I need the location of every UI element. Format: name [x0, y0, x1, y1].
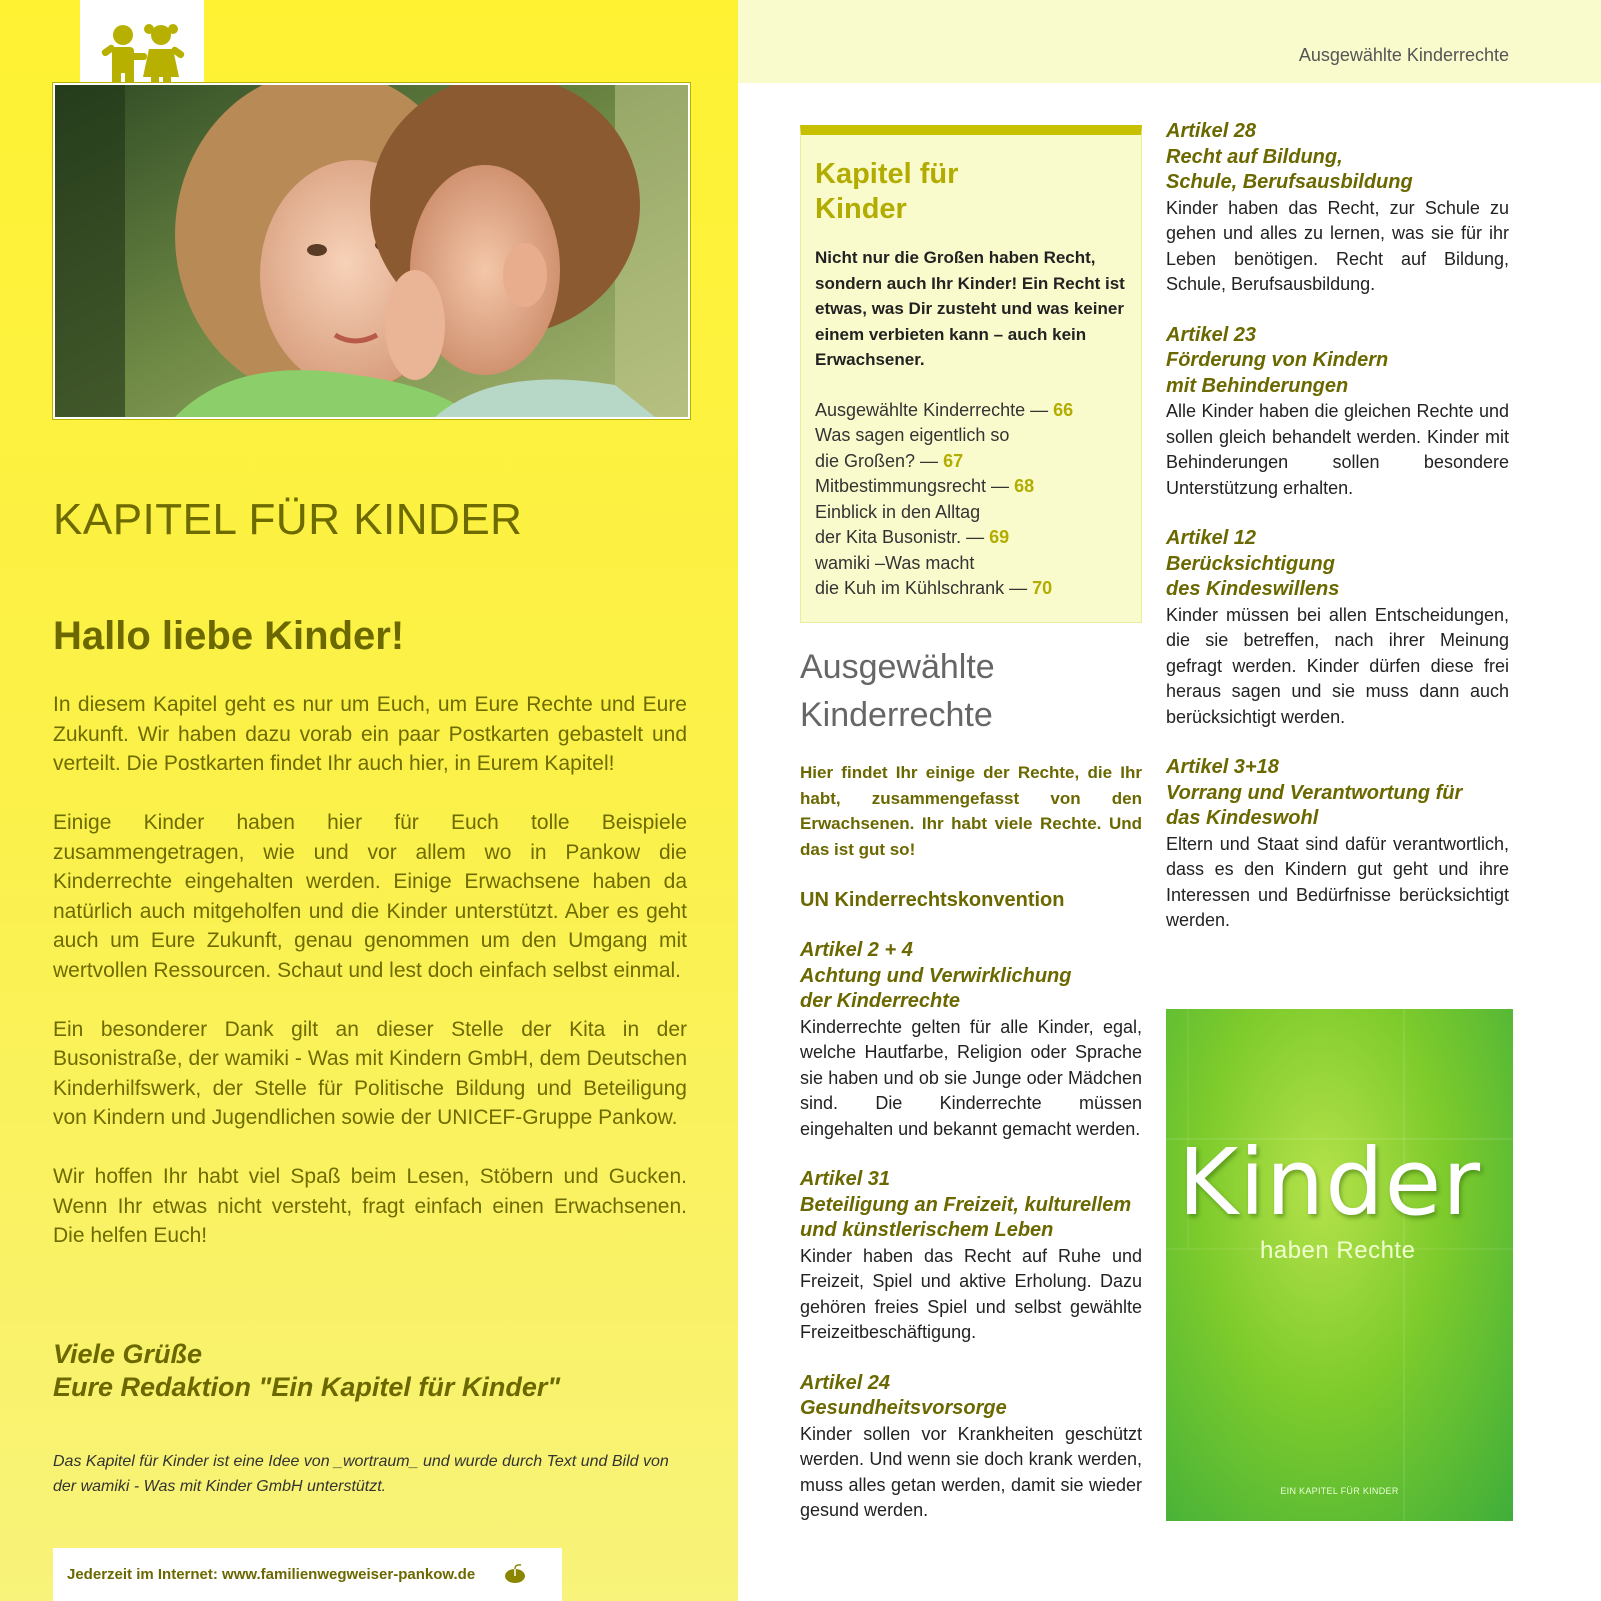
article-block	[1166, 119, 1509, 298]
article-title	[800, 1371, 1142, 1422]
article-block	[800, 1371, 1142, 1524]
cover-title: Kinder	[1178, 1129, 1482, 1236]
footer-website-link[interactable]: Jederzeit im Internet: www.familienwegweiser-pankow.de	[67, 1566, 476, 1583]
article-body: Kinderrechte gelten für alle Kinder, egal, welche Hautfarbe, Religion oder Sprache sie haben und ob sie Junge oder Mädchen sind. Die Kinderrechte müssen eingehalten und bekannt gemacht werden.	[800, 1016, 1142, 1139]
table-of-contents	[815, 398, 1127, 602]
toc-page-number: 67	[943, 450, 964, 471]
cover-guide-lines	[1166, 1009, 1513, 1521]
toc-page-number: 70	[1032, 578, 1053, 598]
article-title-line: Förderung von Kindern	[1166, 349, 1389, 371]
chapter-box-lead: Nicht nur die Großen haben Recht, sondern auch Ihr Kinder! Ein Recht ist etwas, was Dir zusteht und was keiner einem verbieten kann – auch kein Erwachsener.	[815, 248, 1125, 369]
article-body: Alle Kinder haben die gleichen Rechte und sollen gleich behandelt werden. Kinder mit Behinderungen sollen besondere Unterstützung erhalten.	[1166, 401, 1509, 498]
rights-lead: Hier findet Ihr einige der Rechte, die Ihr habt, zusammengefasst von den Erwachsenen. Ihr habt viele Rechte. Und das ist gut so!	[800, 763, 1142, 859]
rights-column-middle	[800, 760, 1142, 1524]
intro-paragraph: In diesem Kapitel geht es nur um Euch, um Eure Rechte und Eure Zukunft. Wir haben dazu vorab ein paar Postkarten gebastelt und verteilt. Die Postkarten findet Ihr auch hier, in Eurem Kapitel!	[53, 693, 687, 775]
article-title	[1166, 755, 1509, 832]
article-title	[1166, 119, 1509, 196]
article-title-line: Artikel 24	[800, 1371, 891, 1394]
un-convention-heading: UN Kinderrechtskonvention	[800, 889, 1065, 911]
toc-page-number: 68	[1014, 476, 1035, 496]
toc-entry[interactable]	[815, 398, 1127, 424]
rights-heading-line: Ausgewählte	[800, 648, 995, 686]
header-band	[738, 0, 1601, 83]
kinder-rechte-cover	[1166, 1009, 1513, 1521]
article-block	[1166, 526, 1509, 730]
toc-page-number: 69	[989, 527, 1010, 547]
article-title-line: Achtung und Verwirklichung	[800, 964, 1072, 987]
left-page	[0, 0, 738, 1601]
article-title-line: Artikel 31	[800, 1168, 891, 1190]
article-body: Kinder müssen bei allen Entscheidungen, die sie betreffen, nach ihrer Meinung gefragt werden. Kinder dürfen diese frei heraus sagen und sie muss dann auch berücksichtigt werden.	[1166, 604, 1509, 727]
greeting-line: Eure Redaktion "Ein Kapitel für Kinder"	[53, 1372, 561, 1402]
toc-entry-label: wamiki –Was macht	[815, 552, 975, 573]
article-title	[800, 1167, 1142, 1244]
intro-paragraph: Ein besonderer Dank gilt an dieser Stelle der Kita in der Busonistraße, der wamiki - Was mit Kindern GmbH, dem Deutschen Kinderhilfswerk, der Stelle für Politische Bildung und Beteiligung von Kindern und Jugendlichen sowie der UNICEF-Gruppe Pankow.	[53, 1017, 687, 1129]
toc-entry[interactable]	[815, 551, 1127, 602]
article-title	[800, 938, 1142, 1015]
toc-entry-label: die Kuh im Kühlschrank —	[815, 578, 1033, 598]
cover-subtitle: haben Rechte	[1260, 1237, 1416, 1264]
computer-mouse-icon	[503, 1564, 527, 1584]
toc-entry[interactable]	[815, 474, 1127, 500]
rights-heading-line: Kinderrechte	[800, 696, 993, 734]
toc-entry-label: der Kita Busonistr. —	[815, 527, 990, 547]
article-title-line: Artikel 3+18	[1166, 756, 1279, 778]
article-title-line: Artikel 28	[1166, 120, 1257, 142]
article-title-line: Schule, Berufsausbildung	[1166, 171, 1413, 193]
toc-entry-label: Mitbestimmungsrecht —	[815, 476, 1015, 496]
article-title-line: Artikel 23	[1166, 323, 1257, 346]
article-title	[1166, 526, 1509, 603]
greeting-line: Viele Grüße	[53, 1339, 203, 1369]
article-title-line: Artikel 2 + 4	[800, 939, 913, 961]
toc-page-number: 66	[1053, 399, 1074, 420]
article-block	[1166, 323, 1509, 502]
greeting	[53, 1338, 693, 1404]
chapter-box-title	[815, 157, 1127, 227]
article-body: Kinder haben das Recht auf Ruhe und Freizeit, Spiel und aktive Erholung. Dazu gehören freies Spiel und selbst gewählte Freizeitbeschäftigung.	[800, 1245, 1142, 1342]
article-title-line: Recht auf Bildung,	[1166, 145, 1343, 168]
article-body: Kinder sollen vor Krankheiten geschützt werden. Und wenn sie doch krank werden, muss alles getan werden, damit sie wieder gesund werden.	[800, 1423, 1142, 1520]
article-block	[1166, 755, 1509, 934]
hello-heading: Hallo liebe Kinder!	[53, 614, 405, 658]
intro-paragraph: Wir hoffen Ihr habt viel Spaß beim Lesen, Stöbern und Gucken. Wenn Ihr etwas nicht versteht, fragt einfach einen Erwachsenen. Die helfen Euch!	[53, 1165, 687, 1247]
rights-column-right	[1166, 119, 1509, 934]
article-body: Kinder haben das Recht, zur Schule zu gehen und alles zu lernen, was sie für ihr Leben benötigen. Recht auf Bildung, Schule, Berufsausbildung.	[1166, 197, 1509, 294]
article-title	[1166, 323, 1509, 400]
chapter-box-title-line: Kinder	[815, 193, 907, 225]
article-body: Eltern und Staat sind dafür verantwortlich, dass es den Kindern gut geht und ihre Interessen und Bedürfnisse berücksichtigt werden.	[1166, 833, 1509, 930]
intro-text	[53, 690, 687, 1280]
chapter-box-title-line: Kapitel für	[815, 158, 959, 190]
article-title-line: Gesundheitsvorsorge	[800, 1397, 1007, 1419]
toc-entry-label: Einblick in den Alltag	[815, 501, 981, 522]
toc-entry-label: Ausgewählte Kinderrechte —	[815, 399, 1054, 420]
article-title-line: Beteiligung an Freizeit, kulturellem und künstlerischem Leben	[800, 1193, 1132, 1241]
article-title-line: das Kindeswohl	[1166, 807, 1319, 829]
article-title-line: Berücksichtigung	[1166, 552, 1335, 575]
article-title-line: Artikel 12	[1166, 527, 1257, 549]
article-block	[800, 1167, 1142, 1346]
section-title: KAPITEL FÜR KINDER	[53, 495, 523, 544]
article-title-line: der Kinderrechte	[800, 990, 961, 1012]
article-title-line: Vorrang und Verantwortung für	[1166, 781, 1463, 804]
article-block	[800, 938, 1142, 1142]
article-title-line: des Kindeswillens	[1166, 578, 1340, 600]
toc-entry[interactable]	[815, 500, 1127, 551]
footer-bar	[53, 1548, 562, 1601]
rights-heading	[800, 643, 995, 739]
running-header: Ausgewählte Kinderrechte	[1298, 45, 1509, 65]
chapter-info-box	[800, 125, 1142, 623]
toc-entry-label: Was sagen eigentlich so	[815, 425, 1010, 445]
footnote: Das Kapitel für Kinder ist eine Idee von _wortraum_ und wurde durch Text und Bild von der wamiki - Was mit Kinder GmbH unterstützt.	[53, 1453, 669, 1495]
toc-entry[interactable]	[815, 423, 1127, 474]
toc-entry-label: die Großen? —	[815, 450, 944, 471]
article-title-line: mit Behinderungen	[1166, 374, 1349, 397]
children-photo	[53, 83, 690, 419]
intro-paragraph: Einige Kinder haben hier für Euch tolle Beispiele zusammengetragen, wie und vor allem wo in Pankow die Kinderrechte eingehalten werden. Einige Erwachsene haben da natürlich auch mitgeholfen und die Kinder unterstützt. Aber es geht auch um Eure Zukunft, genau genommen um den Umgang mit wertvollen Ressourcen. Schaut und lest doch einfach selbst einmal.	[53, 811, 687, 982]
cover-footer: EIN KAPITEL FÜR KINDER	[1280, 1486, 1399, 1496]
